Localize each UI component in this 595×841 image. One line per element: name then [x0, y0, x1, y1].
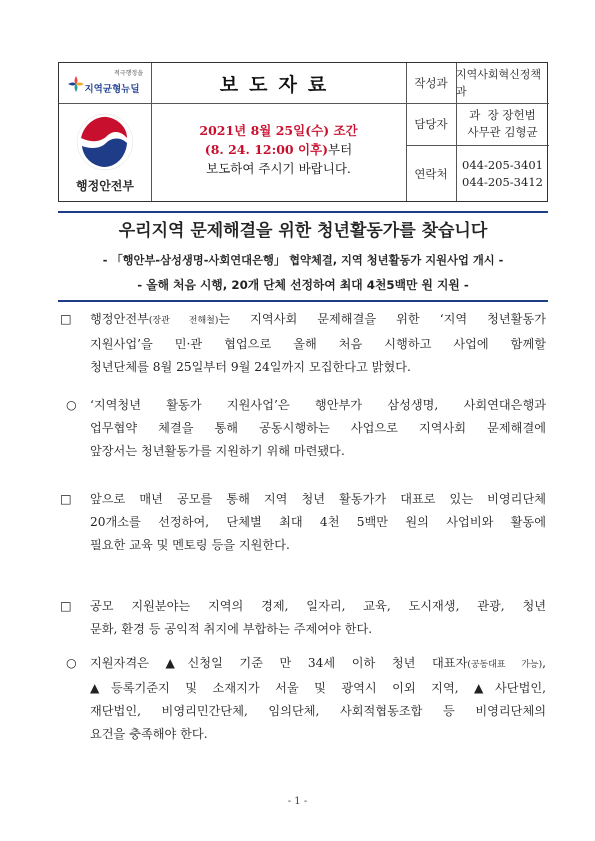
paragraph-line: 지원자격은 ▲신청일 기준 만 34세 이하 청년 대표자(공동대표 가능), — [90, 656, 546, 670]
paragraph-line: 행정안전부(장관 전해철)는 지역사회 문제해결을 위한 ‘지역 청년활동가 — [90, 312, 546, 326]
embargo-time-line — [151, 140, 406, 159]
circle-bullet-icon: ○ — [66, 398, 77, 412]
phone-numbers — [456, 145, 549, 203]
paragraph-4 — [60, 595, 546, 641]
embargo-date: 2021년 8월 25일(수) 조간 — [199, 123, 358, 138]
paragraph-line: 지원사업’을 민·관 협업으로 올해 처음 시행하고 사업에 함께할 — [90, 337, 546, 351]
headline-bottom-rule — [58, 300, 548, 302]
contact-person-officer: 사무관 김형균 — [467, 125, 538, 139]
subheadline-2: - 올해 처음 시행, 20개 단체 선정하여 최대 4천5백만 원 지원 - — [137, 278, 469, 292]
subheadline-1: - 「행안부-삼성생명-사회연대은행」 협약체결, 지역 청년활동가 지원사업 개시 - — [102, 254, 504, 267]
embargo-request: 보도하여 주시기 바랍니다. — [206, 161, 351, 176]
square-bullet-icon: □ — [60, 599, 72, 613]
headline-top-rule — [58, 211, 548, 213]
paragraph-5 — [66, 652, 546, 746]
paragraph-3 — [60, 488, 546, 557]
contact-person-label: 담당자 — [414, 117, 448, 131]
page-number: - 1 - — [287, 796, 308, 807]
logo-brand-text: 지역균형뉴딜 — [84, 84, 140, 95]
phone-number-1: 044-205-3401 — [462, 158, 543, 172]
embargo-time-suffix: 부터 — [328, 142, 353, 157]
embargo-notice — [151, 103, 406, 203]
taegeuk-emblem-icon — [74, 111, 136, 173]
paragraph-line: ‘지역청년 활동가 지원사업’은 행안부가 삼성생명, 사회연대은행과 — [90, 398, 546, 412]
paragraph-line: 청년단체를 8월 25일부터 9월 24일까지 모집한다고 밝혔다. — [90, 360, 411, 374]
paragraph-line: ▲등록기준지 및 소재지가 서울 및 광역시 이외 지역, ▲사단법인, — [90, 681, 546, 695]
dept-label: 작성과 — [414, 76, 448, 90]
contact-person-director: 과 장 장헌범 — [469, 108, 536, 122]
embargo-time: (8. 24. 12:00 이후) — [204, 142, 329, 157]
regional-balance-logo — [59, 63, 151, 103]
paragraph-line: 앞으로 매년 공모를 통해 지역 청년 활동가가 대표로 있는 비영리단체 — [90, 492, 546, 506]
paragraph-line: 요건을 충족해야 한다. — [90, 727, 208, 741]
logo-small-text: 적극행정을 — [114, 70, 143, 77]
paragraph-line: 앞장서는 청년활동가를 지원하기 위해 마련됐다. — [90, 444, 345, 458]
paragraph-1 — [60, 308, 546, 379]
paragraph-line: 필요한 교육 및 멘토링 등을 지원한다. — [90, 538, 290, 552]
phone-label: 연락처 — [414, 167, 448, 181]
dept-value: 지역사회혁신정책과 — [456, 68, 542, 98]
ministry-name: 행정안전부 — [76, 179, 134, 193]
paragraph-line: 재단법인, 비영리민간단체, 임의단체, 사회적협동조합 등 비영리단체의 — [90, 704, 546, 718]
square-bullet-icon: □ — [60, 492, 72, 506]
headline: 우리지역 문제해결을 위한 청년활동가를 찾습니다 — [118, 221, 488, 241]
paragraph-line: 공모 지원분야는 지역의 경제, 일자리, 교육, 도시재생, 관광, 청년 — [90, 599, 546, 613]
paragraph-line: 업무협약 체결을 통해 공동시행하는 사업으로 지역사회 문제해결에 — [90, 421, 546, 435]
ministry-emblem — [59, 103, 151, 203]
press-release-header-table — [58, 62, 548, 202]
circle-bullet-icon: ○ — [66, 656, 77, 670]
contact-persons — [456, 103, 549, 145]
paragraph-line: 문화, 환경 등 공익적 취지에 부합하는 주제여야 한다. — [90, 622, 373, 636]
paragraph-2 — [66, 394, 546, 463]
paragraph-line: 20개소를 선정하여, 단체별 최대 4천 5백만 원의 사업비와 활동에 — [90, 515, 546, 529]
balance-swirl-icon — [67, 75, 85, 93]
square-bullet-icon: □ — [60, 312, 72, 326]
phone-number-2: 044-205-3412 — [462, 175, 543, 189]
press-release-title: 보도자료 — [219, 73, 338, 96]
